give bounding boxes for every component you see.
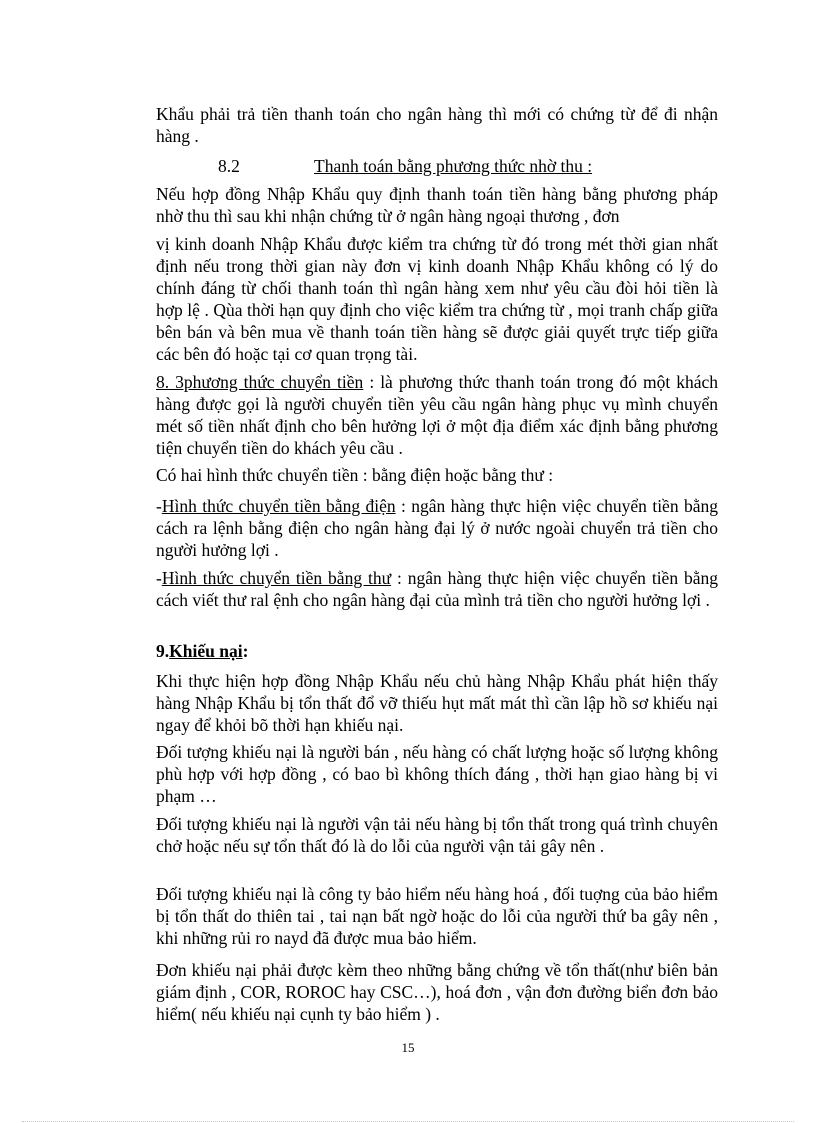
- paragraph-claim-insurer: Đối tượng khiếu nại là công ty bảo hiểm nếu hàng hoá , đối tuợng của bảo hiểm bị tổn thất do thiên tai , tai nạn bất ngờ hoặc do lỗi của người thứ ba gây nên , khi những rủi ro nayd đã được mua bảo hiểm.: [156, 884, 718, 948]
- paragraph-two-forms: Có hai hình thức chuyển tiền : bằng điện hoặc bằng thư :: [156, 465, 554, 485]
- wire-transfer-text: : ngân hàng thực hiện việc chuyển tiền bằng cách ra lệnh bằng điện cho ngân hàng đại lý ở nước ngoài chuyển trả tiền cho người hưởng lợi .: [156, 496, 718, 560]
- mail-transfer-text: : ngân hàng thực hiện việc chuyển tiền bằng cách viết thư ral ệnh cho ngân hàng đại của mình trả tiền cho người hưởng lợi .: [156, 568, 718, 610]
- paragraph-claim-seller: Đối tượng khiếu nại là người bán , nếu hàng có chất lượng hoặc số lượng không phù hợp với hợp đồng , có bao bì không thích đáng , thời hạn giao hàng bị vi phạm …: [156, 742, 718, 806]
- section-9-title: Khiếu nại: [169, 641, 243, 661]
- section-8-2-number: 8.2: [218, 156, 240, 176]
- section-8-2-title: Thanh toán bằng phương thức nhờ thu :: [314, 156, 593, 176]
- paragraph-claim-carrier: Đối tượng khiếu nại là người vận tải nếu hàng bị tổn thất trong quá trình chuyên chở hoặc nếu sự tổn thất đó là do lỗi của người vận tải gây nên .: [156, 814, 718, 856]
- paragraph-wire-transfer: [156, 495, 718, 561]
- section-8-3-label: 8. 3phương thức chuyển tiền: [156, 372, 364, 392]
- paragraph-collection-b: vị kinh doanh Nhập Khẩu được kiểm tra chứng từ đó trong mét thời gian nhất định nếu trong thời gian này đơn vị kinh doanh Nhập Khẩu không có lý do chính đáng từ chối thanh toán thì ngân hàng xem như yêu cầu đòi hỏi tiền là hợp lệ . Qùa thời hạn quy định cho việc kiểm tra chứng từ , mọi tranh chấp giữa bên bán và bên mua về thanh toán tiền hàng sẽ được giải quyết trực tiếp giữa các bên đó hoặc tại cơ quan trọng tài.: [156, 234, 718, 364]
- paragraph-claim-documents: Đơn khiếu nại phải được kèm theo những bằng chứng về tổn thất(như biên bản giám định , COR, ROROC hay CSC…), hoá đơn , vận đơn đường biển đơn bảo hiểm( nếu khiếu nại cụnh ty bảo hiểm ) .: [156, 960, 718, 1024]
- wire-transfer-label: Hình thức chuyển tiền bằng điện: [161, 496, 396, 516]
- paragraph-claim-intro: Khi thực hiện hợp đồng Nhập Khẩu nếu chủ hàng Nhập Khẩu phát hiện thấy hàng Nhập Khẩu bị tổn thất đổ vỡ thiếu hụt mất mát thì cần lập hồ sơ khiếu nại ngay để khỏi bõ thời hạn khiếu nại.: [156, 671, 718, 735]
- paragraph-mail-transfer: [156, 567, 718, 611]
- section-8-2-heading: [218, 155, 738, 177]
- mail-transfer-label: Hình thức chuyển tiền bằng thư: [161, 568, 392, 588]
- paragraph-intro: Khẩu phải trả tiền thanh toán cho ngân hàng thì mới có chứng từ để đi nhận hàng .: [156, 104, 718, 146]
- paragraph-collection-a: Nếu hợp đồng Nhập Khẩu quy định thanh toán tiền hàng bằng phương pháp nhờ thu thì sau khi nhận chứng từ ở ngân hàng ngoại thương , đơn: [156, 184, 718, 226]
- section-9-heading: [156, 640, 248, 662]
- section-9-colon: :: [242, 641, 249, 661]
- section-9-number: 9.: [156, 641, 170, 661]
- paragraph-section-8-3: [156, 371, 718, 459]
- wire-dash: -: [156, 496, 162, 516]
- page-number: 15: [401, 1040, 415, 1055]
- page-bottom-divider: [22, 1121, 794, 1122]
- section-8-3-text: : là phương thức thanh toán trong đó một khách hàng được gọi là người chuyển tiền yêu cầu ngân hàng phục vụ mình chuyển mét số tiền nhất định cho bên hưởng lợi ở một địa điểm xác định bằng phương tiện chuyển tiền do khách yêu cầu .: [156, 372, 718, 458]
- mail-dash: -: [156, 568, 162, 588]
